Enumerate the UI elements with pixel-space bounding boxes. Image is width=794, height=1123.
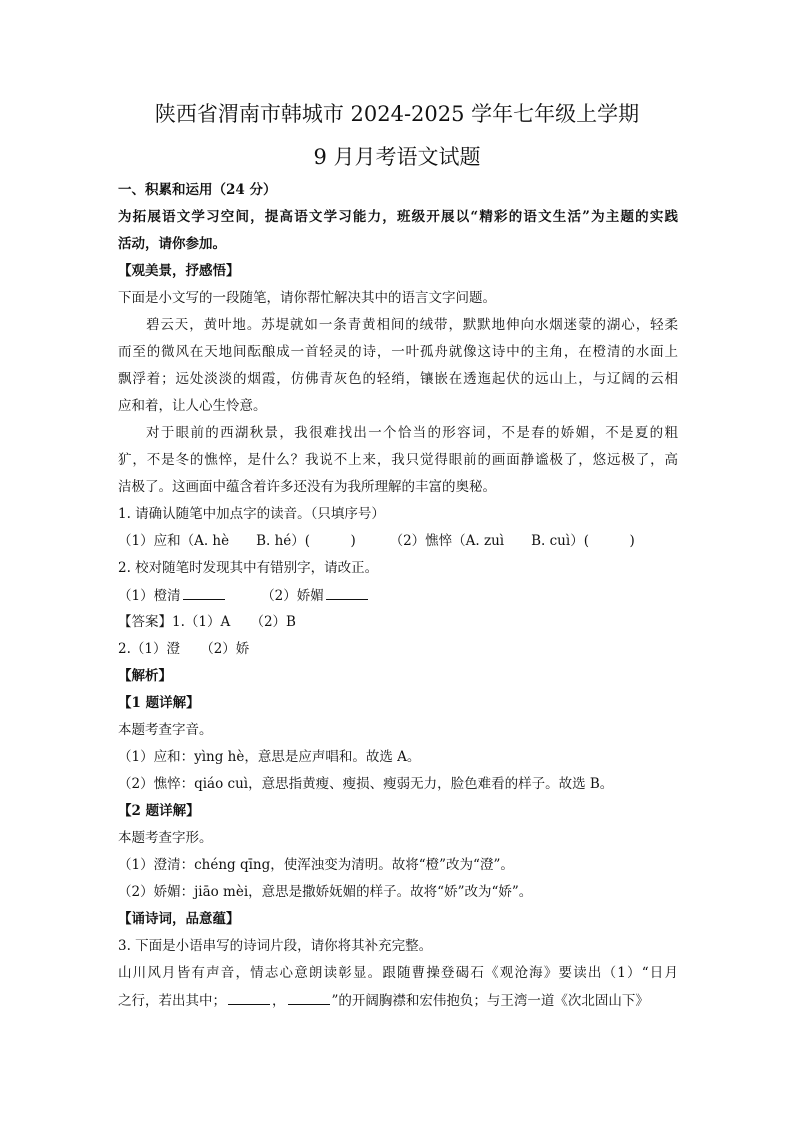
analysis-heading: 【解析】: [118, 668, 172, 684]
document-title-line1: 陕西省渭南市韩城市 2024-2025 学年七年级上学期: [154, 102, 640, 126]
essay-paragraph-1-line-2: 而至的微风在天地间酝酿成一首轻灵的诗，一叶孤舟就像这诗中的主角，在橙清的水面上: [118, 344, 678, 360]
section-heading: 一、积累和运用（24 分）: [118, 182, 277, 198]
intro-line-1: 为拓展语文学习空间，提高语文学习能力，班级开展以“精彩的语文生活”为主题的实践: [118, 209, 678, 225]
detail-2-heading: 【2 题详解】: [118, 803, 200, 819]
essay-paragraph-1-line-1: 碧云天，黄叶地。苏堤就如一条青黄相间的绒带，默默地伸向水烟迷蒙的湖心，轻柔: [146, 317, 678, 333]
essay-paragraph-1-line-3: 飘浮着；远处淡淡的烟霞，仿佛青灰色的轻绡，镶嵌在透迤起伏的远山上，与辽阔的云相: [118, 371, 678, 387]
detail-1-item-b: （2）憔悴：qiáo cuì，意思指黄瘦、瘦损、瘦弱无力，脸色难看的样子。故选 B。: [118, 776, 614, 792]
question-3-comma: ，: [272, 993, 286, 1009]
detail-1-heading: 【1 题详解】: [118, 695, 200, 711]
answer-blank: [183, 585, 225, 600]
detail-2-item-a: （1）澄清：chéng qīng，使浑浊变为清明。故将“橙”改为“澄”。: [118, 857, 514, 873]
question-1: 1. 请确认随笔中加点字的读音。（只填序号）: [118, 506, 385, 522]
question-3: 3. 下面是小语串写的诗词片段，请你将其补充完整。: [118, 938, 433, 954]
prompt-text: 下面是小文写的一段随笔，请你帮忙解决其中的语言文字问题。: [118, 290, 496, 306]
question-3-line-2-start: 之行，若出其中；: [118, 993, 226, 1009]
question-3-line-2: [118, 990, 678, 1011]
subheading-poetry: 【诵诗词，品意蕴】: [118, 911, 240, 927]
essay-paragraph-2-line-1: 对于眼前的西湖秋景，我很难找出一个恰当的形容词，不是春的娇媚，不是夏的粗: [146, 425, 678, 441]
subheading-scenery: 【观美景，抒感悟】: [118, 263, 240, 279]
question-2-item-a: （1）橙清: [118, 588, 181, 604]
detail-1-intro: 本题考查字音。: [118, 722, 213, 738]
answer-line-1: 【答案】1.（1）A （2）B: [118, 614, 296, 630]
answer-blank: [326, 585, 368, 600]
question-2-blanks: [118, 585, 678, 606]
essay-paragraph-2-line-3: 洁极了。这画面中蕴含着许多还没有为我所理解的丰富的奥秘。: [118, 479, 496, 495]
detail-2-intro: 本题考查字形。: [118, 830, 213, 846]
answer-blank: [288, 990, 330, 1005]
essay-paragraph-2-line-2: 犷，不是冬的憔悴，是什么？我说不上来，我只觉得眼前的画面静谧极了，悠远极了，高: [118, 452, 678, 468]
detail-2-item-b: （2）娇媚：jiāo mèi，意思是撒娇妩媚的样子。故将“娇”改为“娇”。: [118, 884, 533, 900]
essay-paragraph-1-line-4: 应和着，让人心生怜意。: [118, 398, 267, 414]
question-1-options: （1）应和（A. hè B. hé）( ) （2）憔悴（A. zuì B. cuì）( ): [118, 533, 635, 549]
answer-blank: [228, 990, 270, 1005]
question-2-item-b: （2）娇媚: [261, 588, 324, 604]
question-3-line-1: 山川风月皆有声音，情志心意朗读彰显。跟随曹操登碣石《观沧海》要读出（1）“日月: [118, 965, 678, 981]
detail-1-item-a: （1）应和：yìng hè，意思是应声唱和。故选 A。: [118, 749, 421, 765]
question-2: 2. 校对随笔时发现其中有错别字，请改正。: [118, 560, 379, 576]
intro-line-2: 活动，请你参加。: [118, 236, 226, 252]
document-title-line2: 9 月月考语文试题: [313, 145, 481, 169]
question-3-line-2-end: ”的开阔胸襟和宏伟抱负；与王湾一道《次北固山下》: [331, 993, 649, 1009]
answer-line-2: 2.（1）澄 （2）娇: [118, 641, 250, 657]
